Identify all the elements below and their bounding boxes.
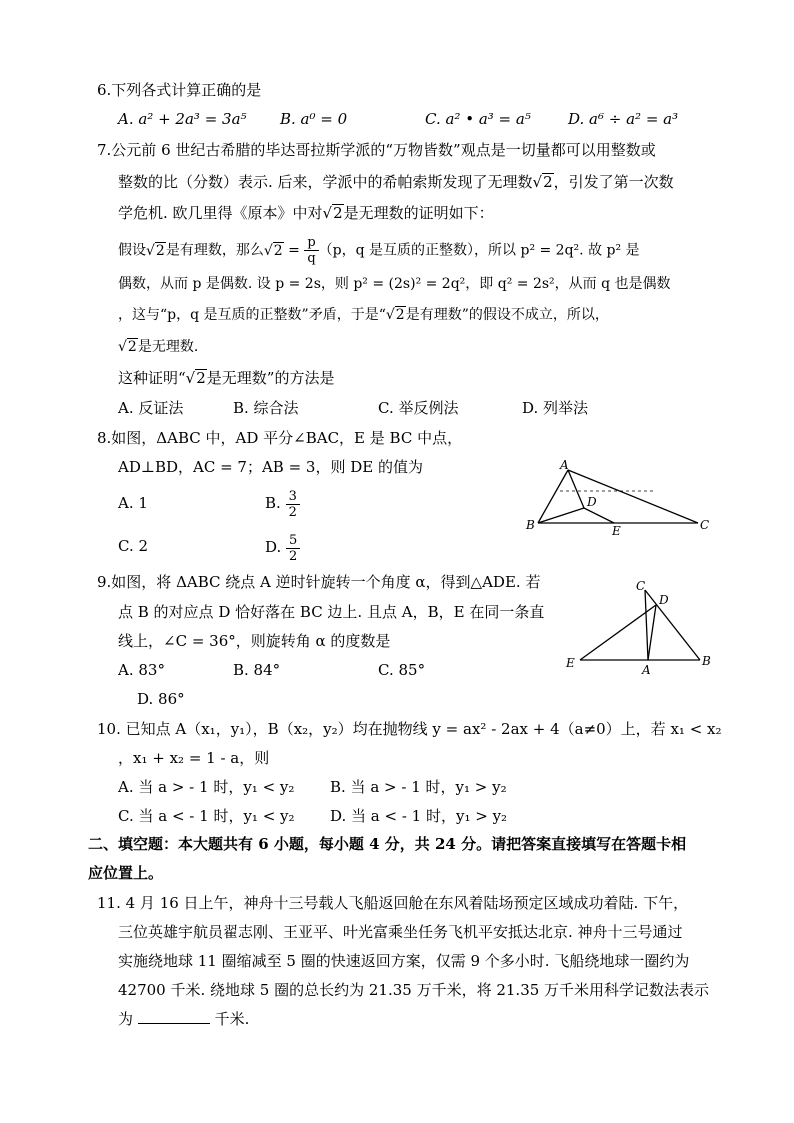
q10-line-1: 10. 已知点 A（x₁，y₁），B（x₂，y₂）均在抛物线 y = ax² - 2ax + 4（a≠0）上，若 x₁ < x₂: [97, 720, 722, 738]
radicand: 2: [333, 204, 343, 222]
proof-text: 是有理数”的假设不成立，所以，: [405, 307, 609, 323]
segment-da: [648, 605, 656, 660]
q10-option-c: C. 当 a < - 1 时，y₁ < y₂: [118, 807, 295, 825]
q11-line-3: 实施绕地球 11 圈缩减至 5 圈的快速返回方案，仅需 9 个多小时. 飞船绕地球一圈约为: [118, 952, 690, 970]
q6-option-c: C. a² • a³ = a⁵: [425, 110, 531, 128]
question-text: 这种证明“: [118, 369, 186, 387]
radicand: 2: [196, 369, 206, 387]
q7-line-2: [118, 172, 674, 192]
q9-option-a: A. 83°: [118, 661, 165, 679]
fraction-numerator: 5: [286, 533, 300, 549]
q10-option-d: D. 当 a < - 1 时，y₁ > y₂: [330, 807, 508, 825]
q7-proof-line-2: 偶数，从而 p 是偶数. 设 p = 2s，则 p² = (2s)² = 2q²，即 q² = 2s²，从而 q 也是偶数: [118, 276, 671, 292]
fraction-numerator: 3: [286, 489, 300, 505]
fraction-3-over-2: [286, 489, 300, 520]
label-e: E: [566, 656, 575, 670]
q7-proof-line-4: [118, 337, 198, 357]
q9-option-c: C. 85°: [378, 661, 426, 679]
q7-proof-line-1: [118, 235, 640, 266]
sqrt-2: √2: [322, 204, 343, 222]
q7-line-1: 7.公元前 6 世纪古希腊的毕达哥拉斯学派的“万物皆数”观点是一切量都可以用整数或: [97, 141, 656, 159]
q9-option-d: D. 86°: [137, 690, 185, 708]
q10-option-b: B. 当 a > - 1 时，y₁ > y₂: [330, 778, 507, 796]
label-b: B: [702, 654, 711, 668]
q8-condition: AD⊥BD，AC = 7；AB = 3，则 DE 的值为: [118, 458, 423, 476]
radicand: 2: [127, 339, 137, 355]
proof-text: 是无理数.: [137, 339, 199, 355]
label-b: B: [526, 518, 535, 532]
q9-rotation-figure: [560, 575, 720, 680]
q8-stem: 8.如图，ΔABC 中，AD 平分∠BAC，E 是 BC 中点，: [97, 429, 463, 447]
q8-option-c: C. 2: [118, 537, 149, 555]
sqrt-2: √2: [532, 173, 553, 191]
q7-question: [118, 368, 334, 388]
q11-line-4: 42700 千米. 绕地球 5 圈的总长约为 21.35 万千米，将 21.35 万千米用科学记数法表示: [118, 981, 710, 999]
q9-line-3: 线上，∠C = 36°，则旋转角 α 的度数是: [118, 632, 391, 650]
q11-line-5: [118, 1009, 249, 1029]
sqrt-2: √2: [118, 339, 137, 355]
equals-sign: =: [288, 242, 300, 259]
q7-line-3: [118, 203, 494, 223]
sqrt-2: √2: [263, 242, 283, 259]
proof-text: ，这与“p，q 是互质的正整数”矛盾，于是“: [118, 307, 386, 323]
fraction-p-over-q: [304, 235, 318, 266]
q6-stem: 6.下列各式计算正确的是: [97, 81, 262, 99]
section-heading-line-2: 应位置上。: [88, 864, 164, 882]
label-d: D: [659, 593, 669, 607]
q10-option-a: A. 当 a > - 1 时，y₁ < y₂: [118, 778, 295, 796]
q6-option-d: D. a⁶ ÷ a² = a³: [568, 110, 679, 128]
q9-line-2: 点 B 的对应点 D 恰好落在 BC 边上. 且点 A，B，E 在同一条直: [118, 603, 545, 621]
q11-text-prefix: 为: [118, 1010, 134, 1028]
q11-text-suffix: 千米.: [214, 1010, 250, 1028]
label-c: C: [700, 518, 710, 532]
q11-line-2: 三位英雄宇航员翟志刚、王亚平、叶光富乘坐任务飞机平安抵达北京. 神舟十三号通过: [118, 923, 683, 941]
q10-line-2: ，x₁ + x₂ = 1 - a，则: [118, 749, 270, 767]
q7-option-d: D. 列举法: [522, 399, 589, 417]
label-a: A: [560, 458, 569, 472]
q7-line-2-text-b: ，引发了第一次数: [553, 173, 674, 191]
q8-option-b: [265, 486, 300, 520]
option-label: D.: [265, 538, 282, 556]
label-e: E: [612, 524, 621, 538]
label-c: C: [636, 579, 646, 593]
radicand: 2: [395, 307, 405, 323]
fraction-denominator: 2: [289, 548, 298, 564]
question-text: 是无理数”的方法是: [206, 369, 335, 387]
label-d: D: [587, 495, 597, 509]
proof-text: 是有理数，那么: [165, 242, 264, 259]
radicand: 2: [155, 242, 165, 259]
sqrt-2: √2: [146, 242, 165, 259]
fraction-numerator: p: [304, 235, 318, 251]
q7-option-a: A. 反证法: [118, 399, 184, 417]
segment-de: [584, 508, 614, 523]
radicand: 2: [273, 242, 283, 259]
proof-text: （p，q 是互质的正整数），所以 p² = 2q². 故 p² 是: [318, 242, 640, 259]
q7-proof-line-3: [118, 305, 609, 325]
sqrt-2: √2: [185, 369, 206, 387]
fraction-5-over-2: [286, 533, 300, 564]
q11-line-1: 11. 4 月 16 日上午，神舟十三号载人飞船返回舱在东风着陆场预定区域成功着陆. 下午，: [97, 894, 689, 912]
q7-option-c: C. 举反例法: [378, 399, 459, 417]
q8-option-a: A. 1: [118, 494, 148, 512]
q9-line-1: 9.如图，将 ΔABC 绕点 A 逆时针旋转一个角度 α，得到△ADE. 若: [97, 573, 541, 591]
radicand: 2: [543, 173, 553, 191]
segment-ca: [645, 590, 648, 660]
q7-line-3-text-b: 是无理数的证明如下：: [343, 204, 494, 222]
q8-option-d: [265, 530, 300, 564]
label-a: A: [642, 663, 651, 677]
q7-line-2-text-a: 整数的比（分数）表示. 后来，学派中的希帕索斯发现了无理数: [118, 173, 533, 191]
q8-triangle-figure: [520, 455, 720, 540]
option-label: B.: [265, 494, 281, 512]
fraction-denominator: q: [307, 251, 316, 266]
segment-ed: [580, 605, 656, 660]
fraction-denominator: 2: [288, 504, 297, 520]
q7-line-3-text-a: 学危机. 欧几里得《原本》中对: [118, 204, 323, 222]
q7-option-b: B. 综合法: [233, 399, 299, 417]
q6-option-b: B. a⁰ = 0: [280, 110, 348, 128]
sqrt-2: √2: [385, 307, 405, 323]
proof-text: 假设: [118, 242, 146, 259]
q9-option-b: B. 84°: [233, 661, 281, 679]
answer-blank[interactable]: [138, 1009, 210, 1024]
section-heading-line-1: 二、填空题：本大题共有 6 小题，每小题 4 分，共 24 分。请把答案直接填写在答题卡相: [88, 835, 687, 853]
q6-option-a: A. a² + 2a³ = 3a⁵: [118, 110, 247, 128]
